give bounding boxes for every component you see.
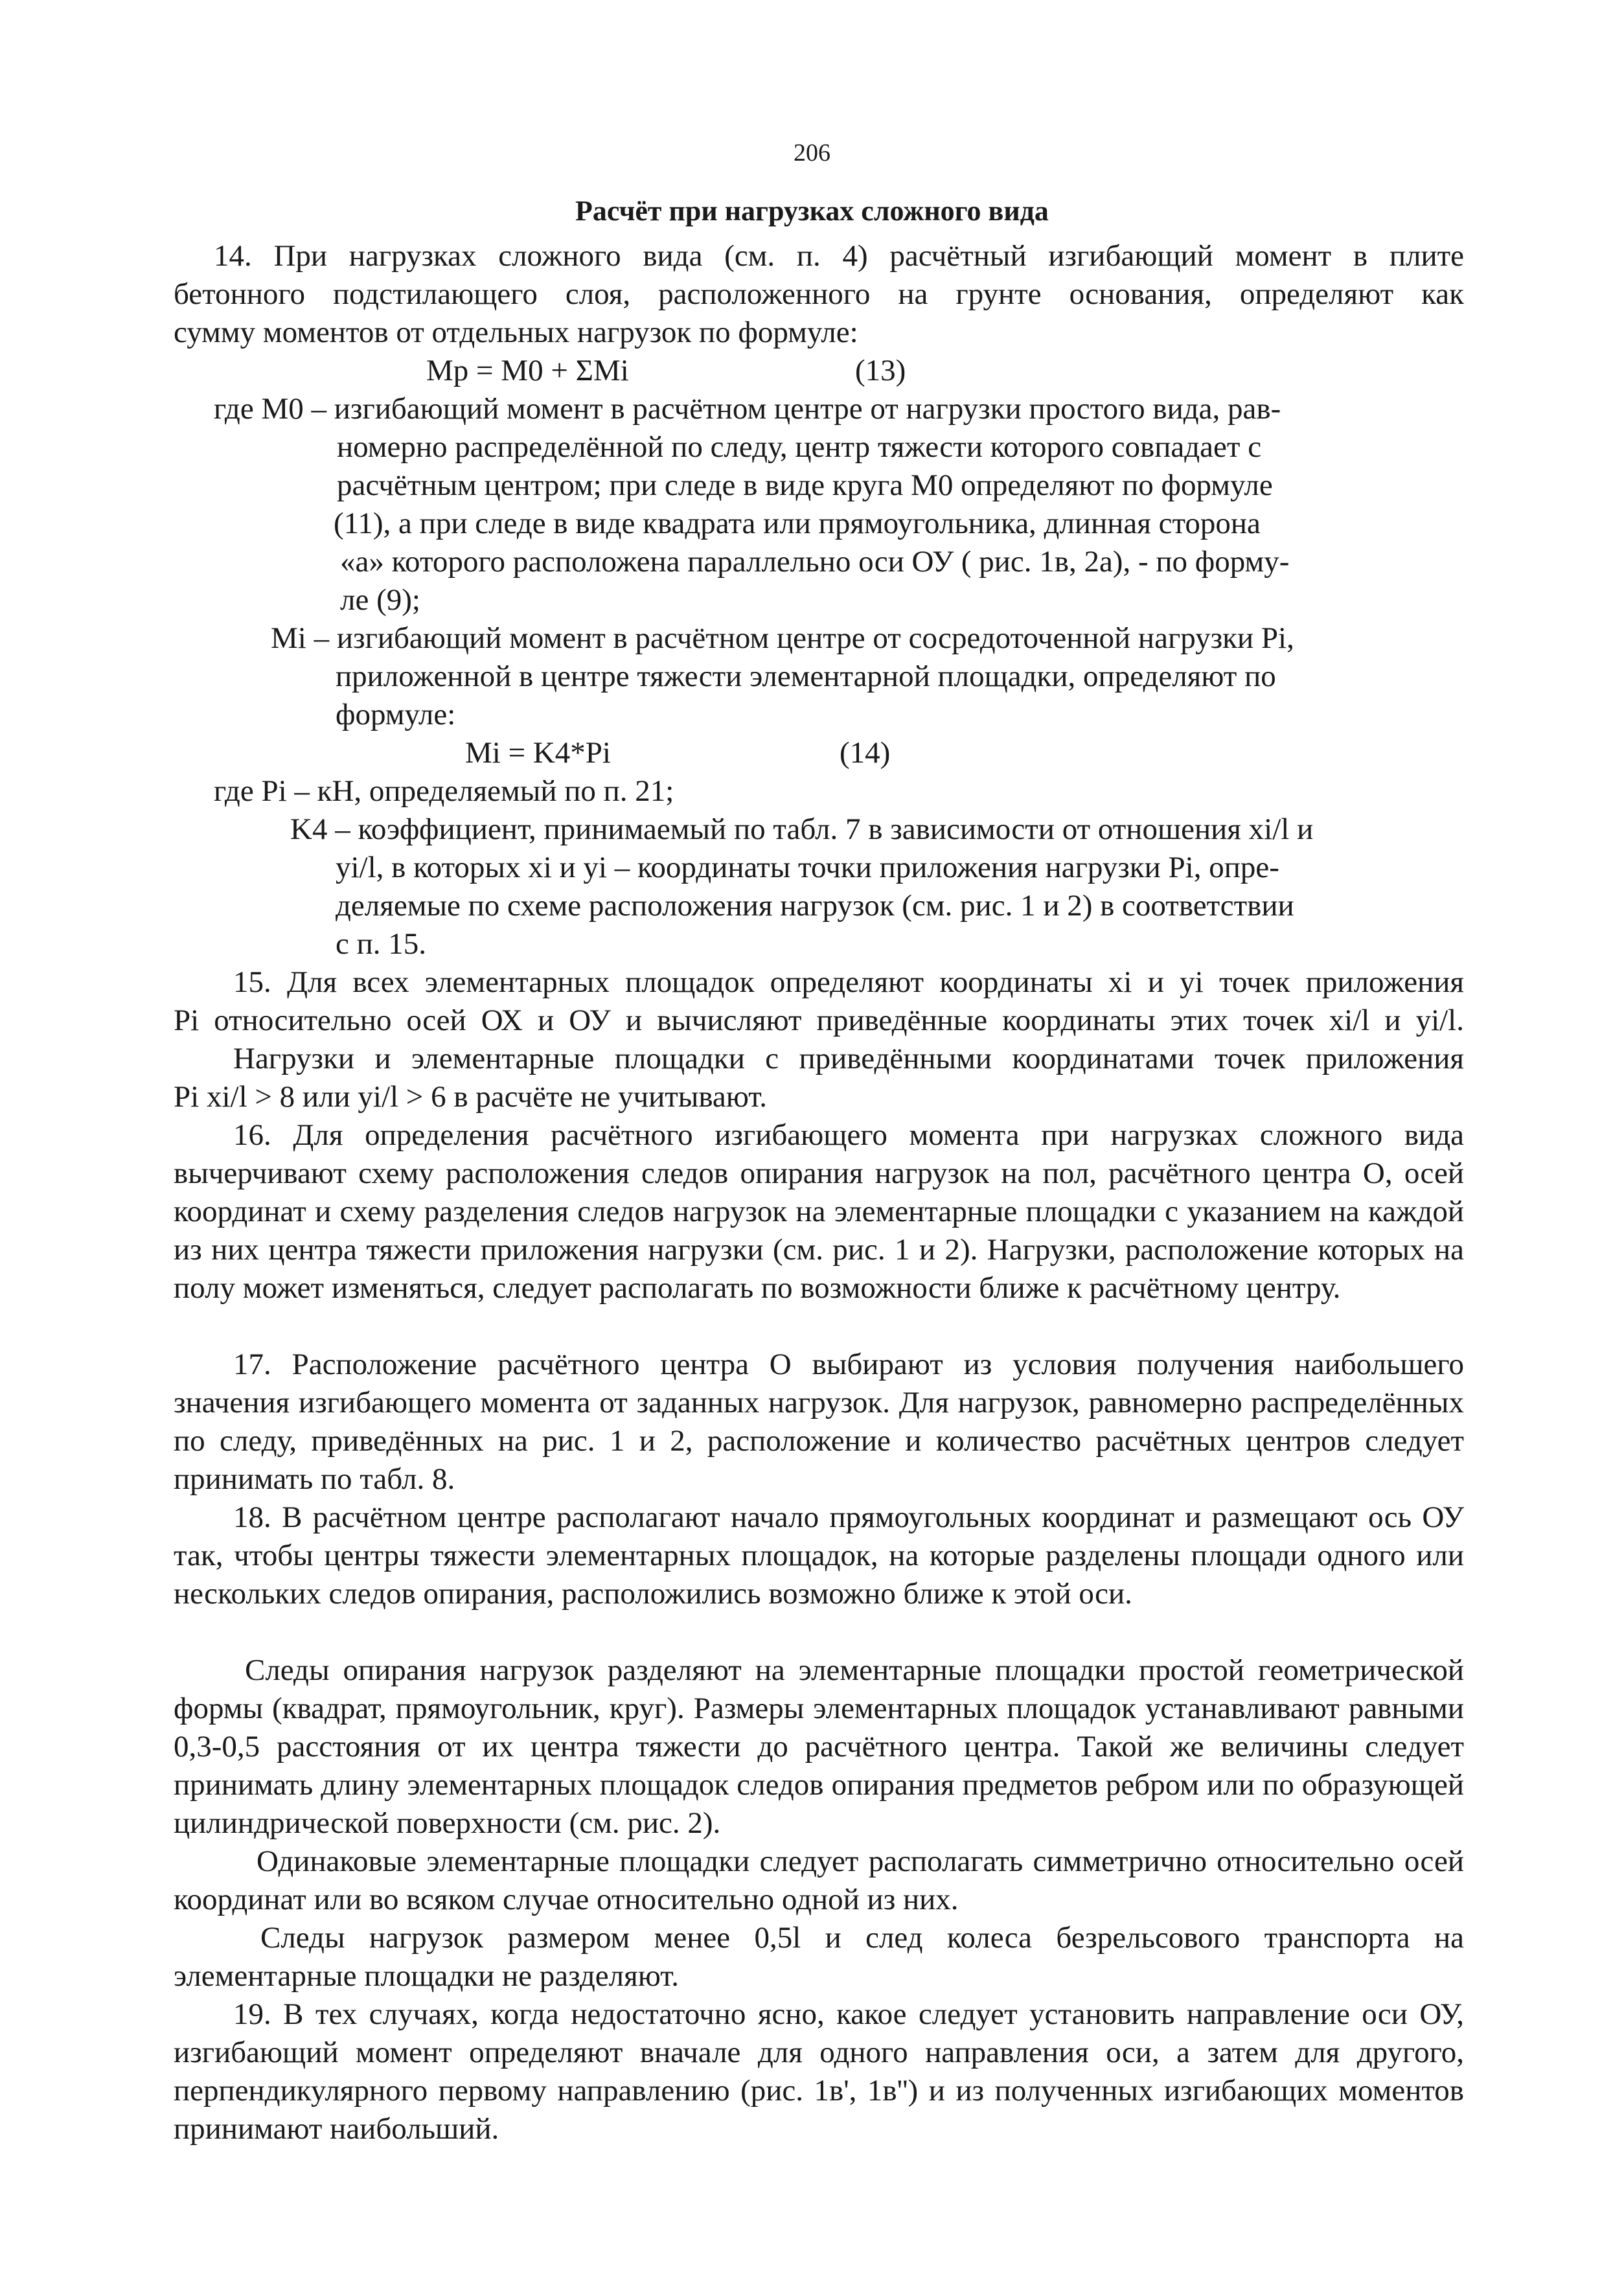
paragraph-19: 19. В тех случаях, когда недостаточно ясно, какое следует установить направление оси ОУ, изгибающий момент определяют вначале для одного направления оси, а затем для другого, перпендикулярного первому направлению (рис. 1в', 1в'') и из полученных изгибающих моментов принимают наибольший. <box>174 1997 1464 2146</box>
definition-mi-line-3: формуле: <box>336 698 456 731</box>
paragraph-15-note-line-2: Pi xi/l > 8 или yi/l > 6 в расчёте не учитывают. <box>174 1080 768 1114</box>
definition-m0-line-4: (11), а при следе в виде квадрата или прямоугольника, длинная сторона <box>334 507 1261 540</box>
definition-m0-line-2: номерно распределённой по следу, центр тяжести которого совпадает с <box>337 430 1262 464</box>
paragraph-15-line-2: Pi относительно осей ОХ и ОУ и вычисляют приведённые координаты этих точек xi/l и yi/l. <box>174 1004 1464 1037</box>
paragraph-14-line-1: 14. При нагрузках сложного вида (см. п. 4) расчётный изгибающий момент в плите <box>214 239 1464 273</box>
definition-k4 <box>290 810 1456 963</box>
paragraph-18-small-traces: Следы нагрузок размером менее 0,5l и след колеса безрельсового транспорта на элементарные площадки не разделяют. <box>174 1921 1464 1993</box>
definition-pi-line-1: где Pi – кН, определяемый по п. 21; <box>214 774 674 808</box>
definition-mi <box>271 619 1437 734</box>
formula-14-number: (14) <box>840 736 891 770</box>
paragraph-14 <box>174 237 1464 352</box>
definition-k4-line-2: yi/l, в которых xi и yi – координаты точки приложения нагрузки Pi, опре- <box>336 851 1279 884</box>
paragraph-14-line-2: бетонного подстилающего слоя, расположенного на грунте основания, определяют как <box>174 277 1464 311</box>
definition-m0-line-1: где M0 – изгибающий момент в расчётном центре от нагрузки простого вида, рав- <box>214 392 1281 426</box>
definition-k4-line-1: K4 – коэффициент, принимаемый по табл. 7 в зависимости от отношения xi/l и <box>290 812 1314 846</box>
paragraph-14-line-3: сумму моментов от отдельных нагрузок по формуле: <box>174 316 858 349</box>
definition-m0 <box>214 390 1380 619</box>
paragraph-15-note <box>174 1040 1464 1116</box>
definition-m0-line-3: расчётным центром; при следе в виде круга M0 определяют по формуле <box>337 468 1273 502</box>
paragraph-16: 16. Для определения расчётного изгибающего момента при нагрузках сложного вида вычерчивают схему расположения следов опирания нагрузок на пол, расчётного центра О, осей координат и схему разделения следов нагрузок на элементарные площадки с указанием на каждой из них центра тяжести приложения нагрузки (см. рис. 1 и 2). Нагрузки, расположение которых на полу может изменяться, следует располагать по возможности ближе к расчётному центру. <box>174 1118 1464 1305</box>
paragraph-17: 17. Расположение расчётного центра О выбирают из условия получения наибольшего значения изгибающего момента от заданных нагрузок. Для нагрузок, равномерно распределённых по следу, приведённых на рис. 1 и 2, расположение и количество расчётных центров следует принимать по табл. 8. <box>174 1348 1464 1496</box>
paragraph-18-areas: Следы опирания нагрузок разделяют на элементарные площадки простой геометрической формы (квадрат, прямоугольник, круг). Размеры элементарных площадок устанавливают равными 0,3-0,5 расстояния от их центра тяжести до расчётного центра. Такой же величины следует принимать длину элементарных площадок следов опирания предметов ребром или по образующей цилиндрической поверхности (см. рис. 2). <box>174 1653 1464 1840</box>
section-title: Расчёт при нагрузках сложного вида <box>575 195 1049 227</box>
definition-k4-line-3: деляемые по схеме расположения нагрузок (см. рис. 1 и 2) в соответствии <box>336 889 1294 923</box>
page-number: 206 <box>794 139 830 167</box>
paragraph-18-symmetry: Одинаковые элементарные площадки следует располагать симметрично относительно осей координат или во всяком случае относительно одной из них. <box>174 1844 1464 1916</box>
definition-mi-line-2: приложенной в центре тяжести элементарной площадки, определяют по <box>336 660 1276 693</box>
definition-k4-line-4: с п. 15. <box>336 927 427 961</box>
definition-pi <box>214 772 1380 810</box>
formula-13-number: (13) <box>855 354 906 387</box>
definition-m0-line-6: ле (9); <box>340 583 420 617</box>
formula-13: Mр = M0 + ΣMi <box>426 354 629 387</box>
formula-14: Mi = K4*Pi <box>465 736 611 770</box>
paragraph-15-line-1: 15. Для всех элементарных площадок определяют координаты xi и yi точек приложения <box>233 965 1464 999</box>
definition-m0-line-5: «а» которого расположена параллельно оси ОУ ( рис. 1в, 2а), - по форму- <box>340 545 1290 579</box>
paragraph-15-note-line-1: Нагрузки и элементарные площадки с приведёнными координатами точек приложения <box>233 1042 1464 1075</box>
paragraph-18: 18. В расчётном центре располагают начало прямоугольных координат и размещают ось ОУ так, чтобы центры тяжести элементарных площадок, на которые разделены площади одного или нескольких следов опирания, расположились возможно ближе к этой оси. <box>174 1500 1464 1611</box>
definition-mi-line-1: Mi – изгибающий момент в расчётном центре от сосредоточенной нагрузки Pi, <box>271 621 1294 655</box>
paragraph-15 <box>174 963 1464 1040</box>
